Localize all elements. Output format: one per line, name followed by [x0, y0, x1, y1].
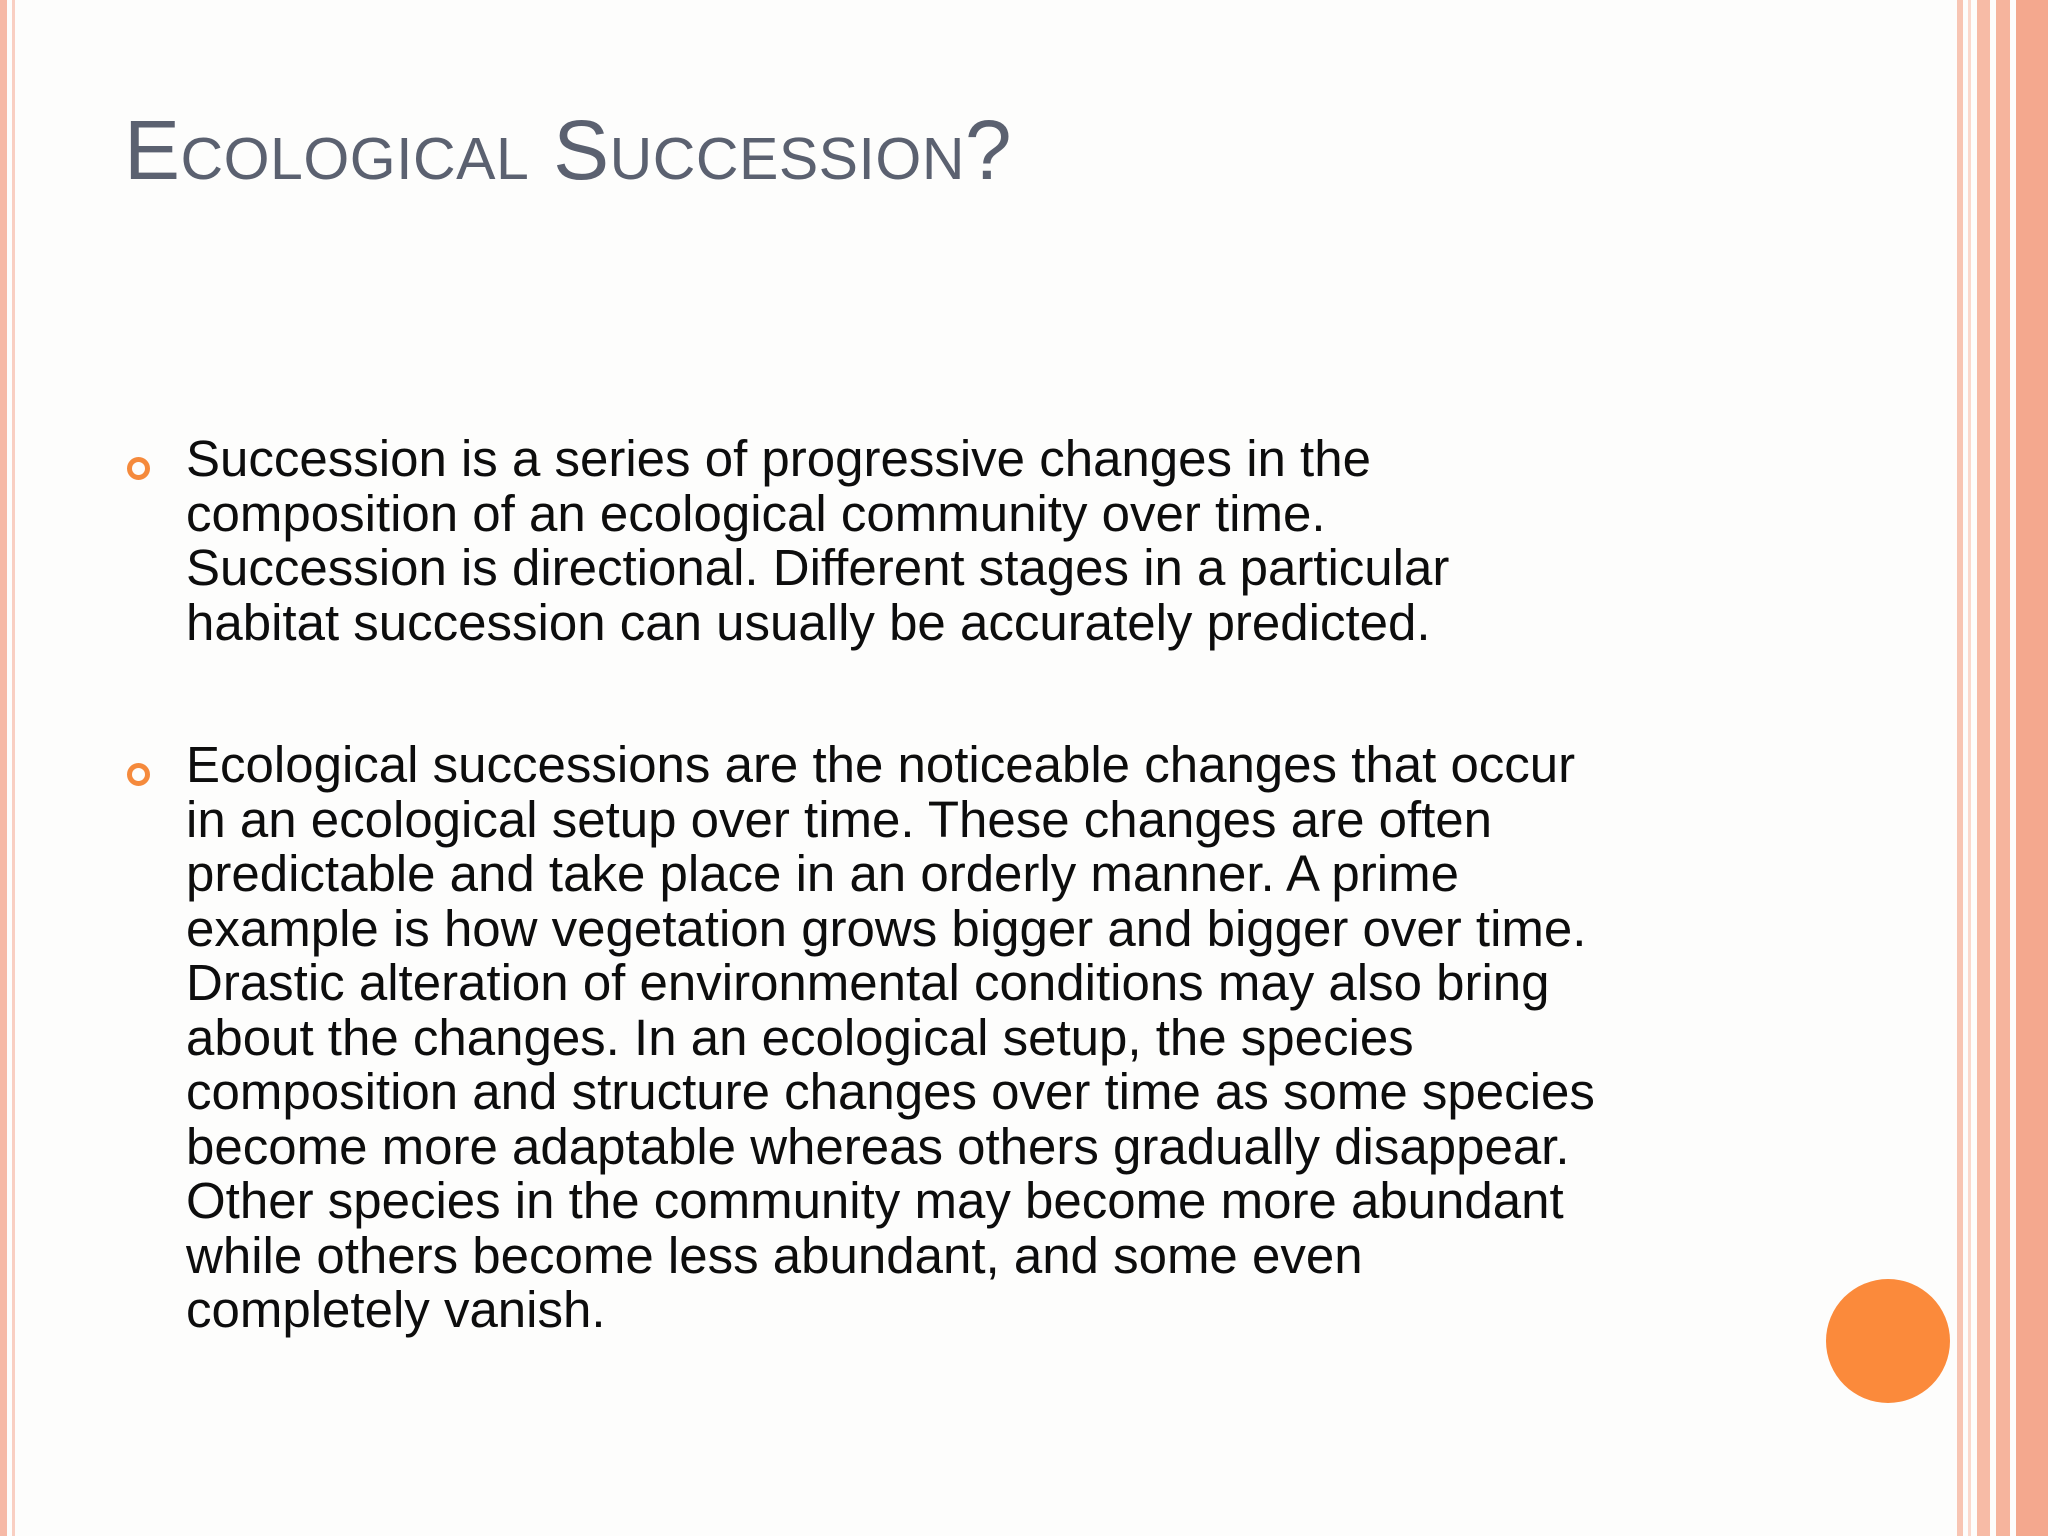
right-stripe-2: [1968, 0, 1971, 1536]
right-stripe-1: [1957, 0, 1963, 1536]
slide-title: Ecological Succession?: [124, 103, 1013, 197]
right-stripe-3: [1977, 0, 1990, 1536]
left-border: [0, 0, 7, 1536]
bullet-text: Succession is a series of progressive changes in the composition of an ecological community over time. Succession is directional. Different stages in a particular habitat succession can usually be accurately predicted.: [186, 430, 1450, 651]
bullet-item: [124, 432, 1764, 650]
bullet-list: [124, 432, 1764, 1426]
right-stripe-4: [1996, 0, 2010, 1536]
ring-bullet-icon: [127, 763, 150, 786]
bullet-text: Ecological successions are the noticeable changes that occur in an ecological setup over time. These changes are often predictable and take place in an orderly manner. A prime example is how vegetation grows bigger and bigger over time. Drastic alteration of environmental conditions may also bring about the changes. In an ecological setup, the species composition and structure changes over time as some species become more adaptable whereas others gradually disappear. Other species in the community may become more abundant while others become less abundant, and some even completely vanish.: [186, 736, 1595, 1338]
bullet-item: [124, 738, 1764, 1338]
decorative-circle-icon: [1826, 1279, 1950, 1403]
right-stripe-5: [2016, 0, 2048, 1536]
ring-bullet-icon: [127, 457, 150, 480]
left-border-inner: [12, 0, 15, 1536]
